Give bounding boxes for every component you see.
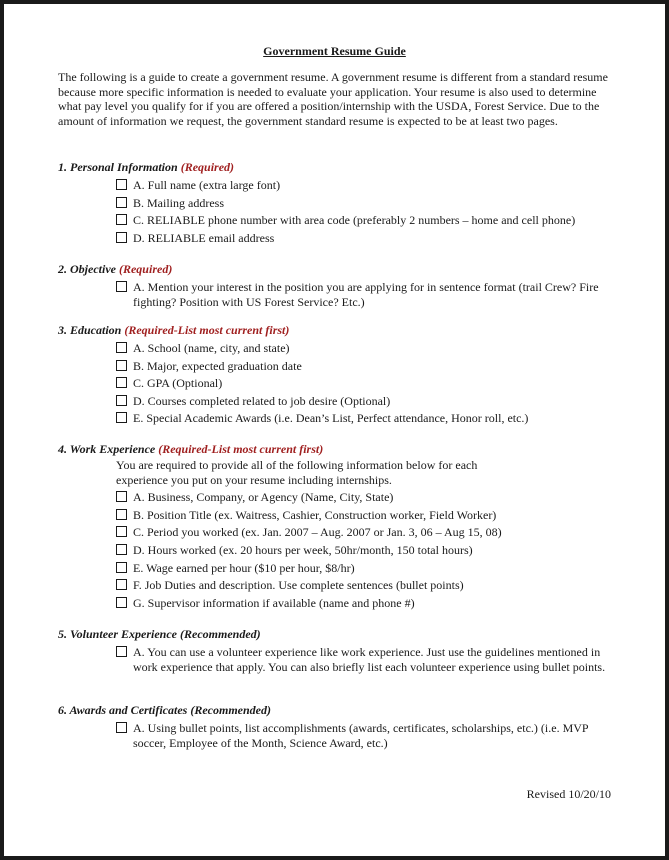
section-heading: [58, 627, 613, 642]
page-title: Government Resume Guide: [263, 44, 406, 58]
section-volunteer-experience: [58, 627, 613, 674]
checkbox-icon[interactable]: [116, 526, 127, 537]
checkbox-icon[interactable]: [116, 562, 127, 573]
checklist-item: D. Hours worked (ex. 20 hours per week, 50hr/month, 150 total hours): [116, 543, 613, 558]
intro-paragraph: The following is a guide to create a government resume. A government resume is different from a standard resume because more specific information is needed to evaluate your application. Your resume is also used to determine what pay level you qualify for if you are offered a position/internship with the USDA, Forest Service. Due to the amount of information we request, the government standard resume is expected to be at least two pages.: [58, 70, 608, 128]
section-note: You are required to provide all of the following information below for each experience you put on your resume including internships.: [116, 458, 478, 487]
section-title: 5. Volunteer Experience: [58, 627, 177, 641]
section-title: 2. Objective: [58, 262, 116, 276]
checklist-item: A. Full name (extra large font): [116, 178, 623, 193]
checkbox-icon[interactable]: [116, 722, 127, 733]
section-tag: (Required): [118, 262, 173, 276]
checkbox-icon[interactable]: [116, 509, 127, 520]
section-title: 6. Awards and Certificates: [58, 703, 188, 717]
section-education: [58, 323, 613, 426]
checklist-item: A. Business, Company, or Agency (Name, City, State): [116, 490, 613, 505]
checklist-item: A. You can use a volunteer experience like work experience. Just use the guidelines mentioned in work experience that apply. You can also briefly list each volunteer experience using bullet points.: [116, 645, 613, 674]
checkbox-icon[interactable]: [116, 579, 127, 590]
checkbox-icon[interactable]: [116, 214, 127, 225]
checkbox-icon[interactable]: [116, 412, 127, 423]
checklist-item: B. Position Title (ex. Waitress, Cashier, Construction worker, Field Worker): [116, 508, 613, 523]
checkbox-icon[interactable]: [116, 491, 127, 502]
checklist-item: D. Courses completed related to job desire (Optional): [116, 394, 613, 409]
section-heading: [58, 442, 613, 457]
section-heading: [58, 262, 613, 277]
checklist-item: C. GPA (Optional): [116, 376, 613, 391]
checklist-item: B. Mailing address: [116, 196, 623, 211]
checkbox-icon[interactable]: [116, 281, 127, 292]
section-heading: [58, 160, 623, 175]
checklist-item: A. School (name, city, and state): [116, 341, 613, 356]
checkbox-icon[interactable]: [116, 646, 127, 657]
section-tag: (Recommended): [180, 627, 261, 641]
checkbox-icon[interactable]: [116, 197, 127, 208]
checklist-item: C. Period you worked (ex. Jan. 2007 – Aug. 2007 or Jan. 3, 06 – Aug 15, 08): [116, 525, 613, 540]
checklist-item: E. Wage earned per hour ($10 per hour, $8/hr): [116, 561, 613, 576]
checklist-item: G. Supervisor information if available (name and phone #): [116, 596, 613, 611]
section-personal-information: [58, 160, 623, 245]
checklist-item: A. Using bullet points, list accomplishments (awards, certificates, scholarships, etc.) (i.e. MVP soccer, Employee of the Month, Science Award, etc.): [116, 721, 613, 750]
checkbox-icon[interactable]: [116, 544, 127, 555]
checkbox-icon[interactable]: [116, 342, 127, 353]
section-tag: (Required-List most current first): [158, 442, 324, 456]
section-tag: (Required-List most current first): [124, 323, 290, 337]
checklist-item: C. RELIABLE phone number with area code (preferably 2 numbers – home and cell phone): [116, 213, 623, 228]
section-title: 1. Personal Information: [58, 160, 178, 174]
section-awards-certificates: [58, 703, 613, 750]
checkbox-icon[interactable]: [116, 377, 127, 388]
checklist-item: A. Mention your interest in the position you are applying for in sentence format (trail Crew? Fire fighting? Position with US Forest Service? Etc.): [116, 280, 613, 309]
checklist-item: D. RELIABLE email address: [116, 231, 623, 246]
revised-date: Revised 10/20/10: [526, 787, 611, 801]
checkbox-icon[interactable]: [116, 232, 127, 243]
checklist-item: F. Job Duties and description. Use complete sentences (bullet points): [116, 578, 613, 593]
section-tag: (Recommended): [190, 703, 271, 717]
section-title: 4. Work Experience: [58, 442, 156, 456]
section-heading: [58, 703, 613, 718]
checkbox-icon[interactable]: [116, 360, 127, 371]
section-tag: (Required): [180, 160, 235, 174]
section-title: 3. Education: [58, 323, 122, 337]
checklist-item: E. Special Academic Awards (i.e. Dean’s List, Perfect attendance, Honor roll, etc.): [116, 411, 613, 426]
checkbox-icon[interactable]: [116, 179, 127, 190]
checkbox-icon[interactable]: [116, 597, 127, 608]
checklist-item: B. Major, expected graduation date: [116, 359, 613, 374]
section-objective: [58, 262, 613, 309]
checkbox-icon[interactable]: [116, 395, 127, 406]
section-work-experience: [58, 442, 613, 610]
section-heading: [58, 323, 613, 338]
document-page: [4, 4, 665, 856]
